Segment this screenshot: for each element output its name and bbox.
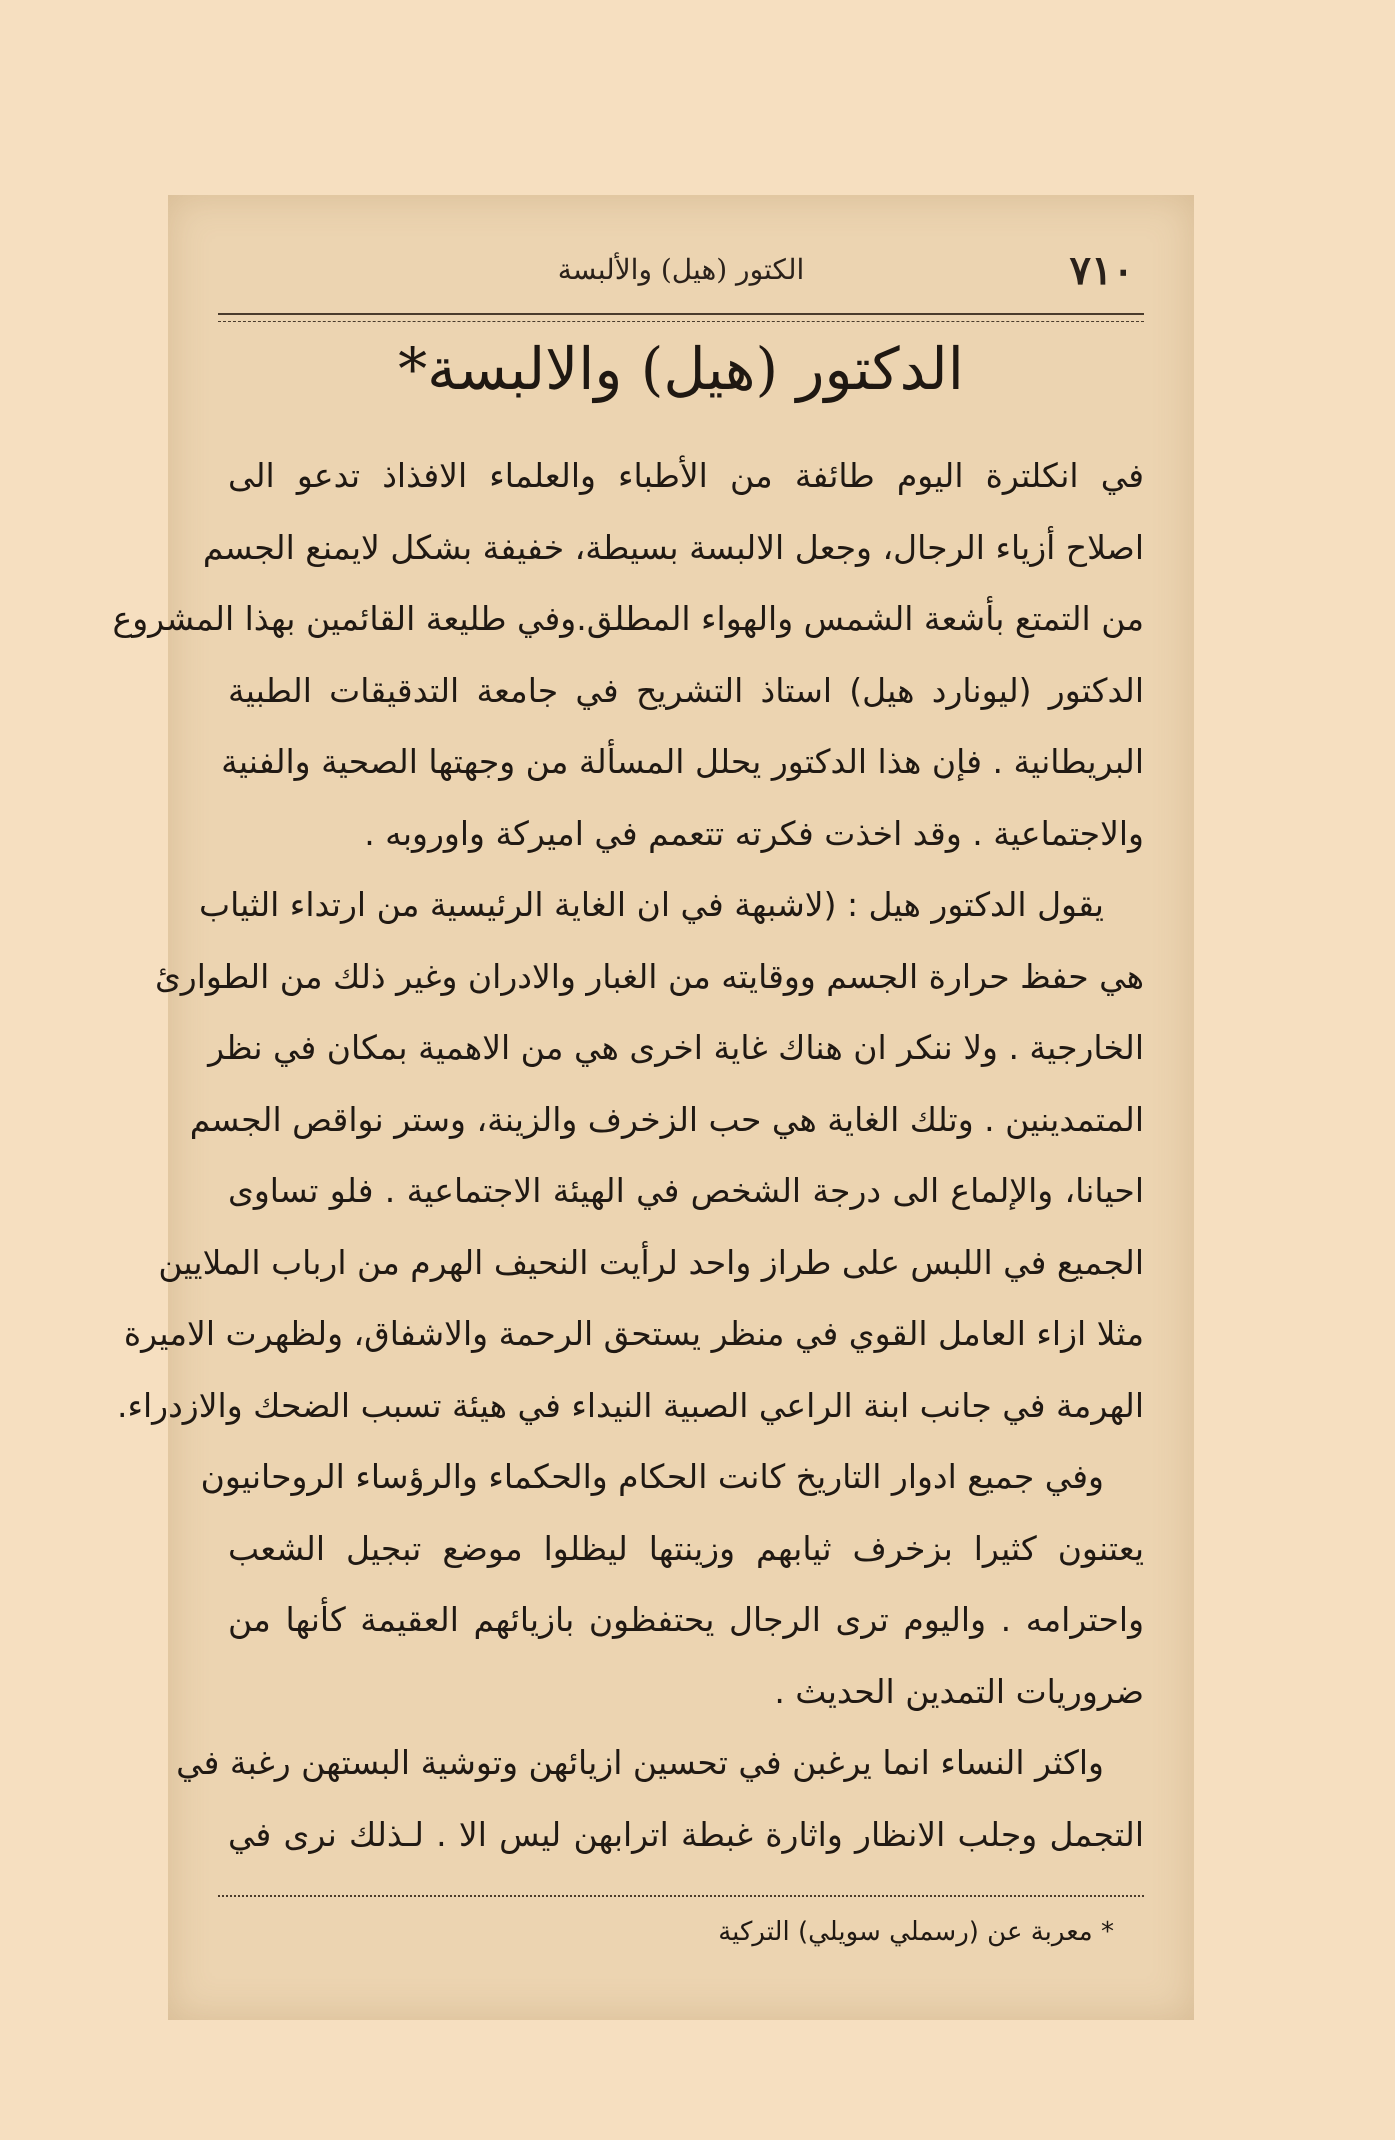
- body-line: الخارجية . ولا ننكر ان هناك غاية اخرى هي من الاهمية بمكان في نظر: [208, 1028, 1144, 1067]
- body-line: التجمل وجلب الانظار واثارة غبطة اترابهن ليس الا . لـذلك نرى في: [228, 1814, 1144, 1854]
- header-rule: [218, 313, 1144, 322]
- body-line: مثلا ازاء العامل القوي في منظر يستحق الرحمة والاشفاق، ولظهرت الاميرة: [123, 1314, 1144, 1353]
- body-line: من التمتع بأشعة الشمس والهواء المطلق.وفي طليعة القائمين بهذا المشروع: [112, 599, 1144, 638]
- article-title: الدكتور (هيل) والالبسة*: [398, 335, 964, 403]
- page-header: [228, 247, 1134, 307]
- body-line: في انكلترة اليوم طائفة من الأطباء والعلماء الافذاذ تدعو الى: [228, 456, 1144, 495]
- body-line: واكثر النساء انما يرغبن في تحسين ازيائهن وتوشية البستهن رغبة في: [176, 1743, 1104, 1782]
- body-line: المتمدينين . وتلك الغاية هي حب الزخرف والزينة، وستر نواقص الجسم: [189, 1099, 1144, 1139]
- body-line: وفي جميع ادوار التاريخ كانت الحكام والحكماء والرؤساء الروحانيون: [200, 1457, 1104, 1496]
- body-line: الدكتور (ليونارد هيل) استاذ التشريح في جامعة التدقيقات الطبية: [228, 670, 1144, 710]
- body-line: احيانا، والإلماع الى درجة الشخص في الهيئة الاجتماعية . فلو تساوى: [228, 1171, 1144, 1210]
- footnote-rule: [218, 1895, 1144, 1897]
- body-line: واحترامه . واليوم ترى الرجال يحتفظون بازيائهم العقيمة كأنها من: [228, 1600, 1144, 1639]
- body-line: هي حفظ حرارة الجسم ووقايته من الغبار والادران وغير ذلك من الطوارئ: [154, 956, 1144, 996]
- page-number: ٧١٠: [1069, 247, 1134, 294]
- body-line: والاجتماعية . وقد اخذت فكرته تتعمم في اميركة واوروبه .: [364, 813, 1144, 853]
- body-line: اصلاح أزياء الرجال، وجعل الالبسة بسيطة، خفيفة بشكل لايمنع الجسم: [202, 527, 1144, 567]
- book-page: [112, 195, 1194, 2020]
- running-title: الكتور (هيل) والألبسة: [557, 253, 805, 286]
- body-line: الجميع في اللبس على طراز واحد لرأيت النحيف الهرم من ارباب الملايين: [158, 1242, 1144, 1282]
- article-body: [112, 440, 1144, 1870]
- body-line: يقول الدكتور هيل : (لاشبهة في ان الغاية الرئيسية من ارتداء الثياب: [199, 885, 1104, 924]
- footnote: * معربة عن (رسملي سويلي) التركية: [718, 1917, 1114, 1947]
- body-line: يعتنون كثيرا بزخرف ثيابهم وزينتها ليظلوا موضع تبجيل الشعب: [228, 1528, 1144, 1568]
- body-line: ضروريات التمدين الحديث .: [774, 1671, 1144, 1711]
- body-line: البريطانية . فإن هذا الدكتور يحلل المسألة من وجهتها الصحية والفنية: [221, 742, 1144, 781]
- body-line: الهرمة في جانب ابنة الراعي الصبية النيداء في هيئة تسبب الضحك والازدراء.: [116, 1385, 1144, 1425]
